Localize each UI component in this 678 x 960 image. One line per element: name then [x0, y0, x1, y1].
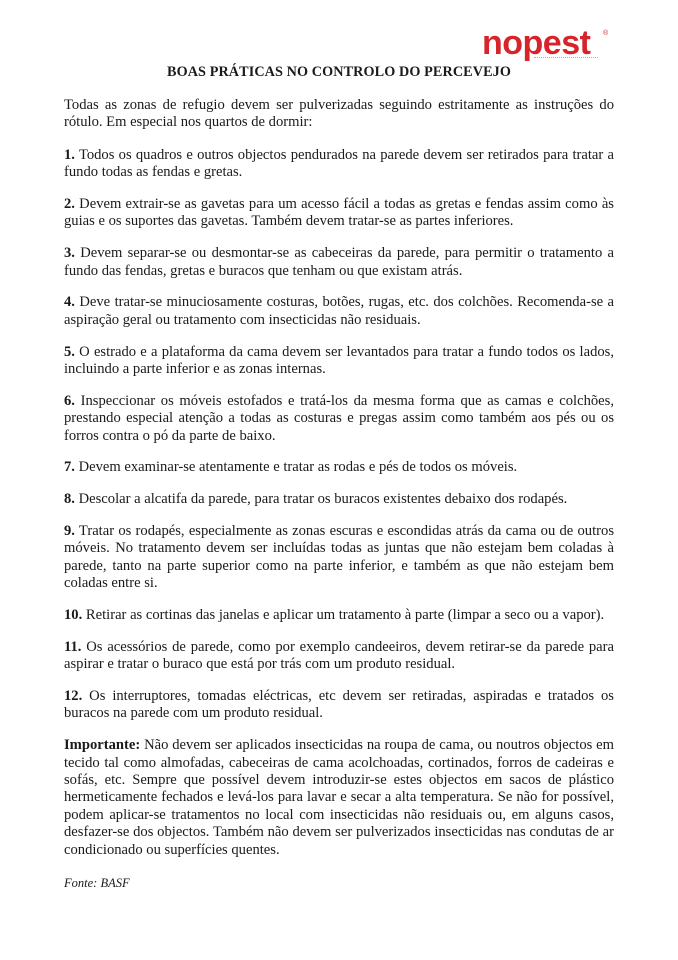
brand-logo: nopest: [482, 24, 591, 62]
source-citation: Fonte: BASF: [64, 876, 130, 890]
item-text: Os acessórios de parede, como por exemplo candeeiros, devem retirar-se da parede para aspirar e tratar o buraco que está por trás com um produto residual.: [64, 638, 614, 673]
item-text: Tratar os rodapés, especialmente as zonas escuras e escondidas atrás da cama ou de outros móveis. No tratamento devem ser incluídas todas as juntas que não estejam bem coladas à parede, tanto na parte superior como na parte inferior, e também as que não estejam bem coladas entre si.: [64, 523, 614, 592]
list-item: [64, 294, 614, 329]
important-note: [64, 737, 614, 859]
item-text: Descolar a alcatifa da parede, para tratar os buracos existentes debaixo dos rodapés.: [74, 491, 568, 508]
item-text: Deve tratar-se minuciosamente costuras, botões, rugas, etc. dos colchões. Recomenda-se a aspiração geral ou tratamento com insecticidas não residuais.: [64, 294, 614, 328]
list-item: [64, 245, 614, 280]
item-number: 1.: [64, 146, 75, 163]
document-body: [64, 97, 614, 873]
list-item: [64, 147, 614, 182]
item-number: 10.: [64, 607, 83, 624]
item-text: O estrado e a plataforma da cama devem ser levantados para tratar a fundo todos os lados, incluindo a parte inferior e as zonas internas.: [64, 343, 614, 378]
item-number: 6.: [64, 392, 75, 409]
item-number: 8.: [64, 491, 75, 508]
logo-tagline-decoration: [534, 57, 598, 61]
registered-mark: ®: [603, 30, 609, 37]
item-text: Todos os quadros e outros objectos pendurados na parede devem ser retirados para tratar a fundo todas as fendas e gretas.: [64, 146, 614, 181]
intro-paragraph: Todas as zonas de refugio devem ser pulverizadas seguindo estritamente as instruções do rótulo. Em especial nos quartos de dormir:: [64, 97, 614, 131]
list-item: [64, 523, 614, 593]
important-text: Não devem ser aplicados insecticidas na roupa de cama, ou noutros objectos em tecido tal como almofadas, cabeceiras de cama acolchoadas, cortinados, forros de cadeiras e sofás, etc. Sempre que possível devem introduzir-se estes objectos em sacos de plástico hermeticamente fechados e levá-los para lavar e secar a alta temperatura. Se não for possível, podem aplicar-se tratamentos no local com insecticidas não residuais ou, em alguns casos, desfazer-se dos objectos. Também não devem ser pulverizados insecticidas nas condutas de ar condicionado ou superfícies quentes.: [64, 737, 614, 858]
item-number: 9.: [64, 523, 75, 540]
list-item: [64, 459, 614, 476]
item-number: 12.: [64, 688, 83, 705]
list-item: [64, 639, 614, 674]
list-item: [64, 344, 614, 379]
item-text: Os interruptores, tomadas eléctricas, etc devem ser retiradas, aspiradas e tratados os buracos na parede com um produto residual.: [64, 688, 614, 722]
list-item: [64, 196, 614, 231]
document-title: BOAS PRÁTICAS NO CONTROLO DO PERCEVEJO: [167, 64, 511, 80]
list-item: [64, 393, 614, 445]
item-number: 5.: [64, 343, 75, 360]
list-item: [64, 607, 614, 624]
item-text: Devem separar-se ou desmontar-se as cabeceiras da parede, para permitir o tratamento a fundo das fendas, gretas e buracos que tenham ou que existam atrás.: [64, 245, 614, 279]
list-item: [64, 491, 614, 508]
item-number: 2.: [64, 196, 75, 213]
list-item: [64, 688, 614, 723]
item-text: Inspeccionar os móveis estofados e tratá-los da mesma forma que as camas e colchões, prestando especial atenção a todas as costuras e pregas assim como também aos pés ou os forros contra o pó da parte de baixo.: [64, 392, 614, 444]
item-number: 11.: [64, 638, 82, 655]
item-text: Devem extrair-se as gavetas para um acesso fácil a todas as gretas e fendas assim como às guias e os suportes das gavetas. Também devem tratar-se as partes inferiores.: [64, 196, 614, 230]
item-text: Devem examinar-se atentamente e tratar as rodas e pés de todos os móveis.: [74, 459, 518, 476]
item-number: 3.: [64, 245, 75, 262]
item-number: 7.: [64, 459, 75, 476]
important-label: Importante:: [64, 737, 141, 754]
item-number: 4.: [64, 294, 75, 311]
item-text: Retirar as cortinas das janelas e aplicar um tratamento à parte (limpar a seco ou a vapor).: [82, 607, 605, 624]
